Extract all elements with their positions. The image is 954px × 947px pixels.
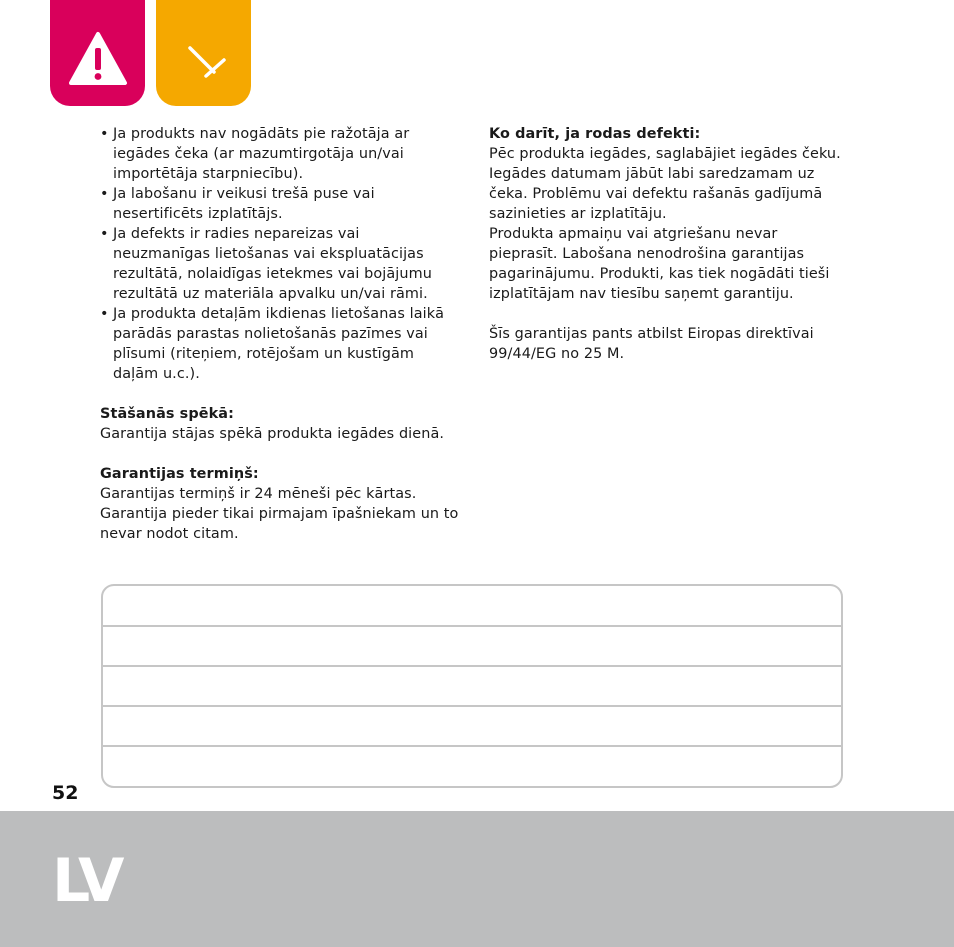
left-column bbox=[100, 124, 460, 544]
tool-tab bbox=[156, 0, 251, 106]
section-heading-term: Garantijas termiņš: bbox=[100, 466, 259, 482]
section-text-effective: Garantija stājas spēkā produkta iegādes dienā. bbox=[100, 426, 445, 442]
section-text-term: Garantijas termiņš ir 24 mēneši pēc kārtas. Garantija pieder tikai pirmajam īpašniekam un to nevar nodot citam. bbox=[100, 486, 459, 542]
directive-paragraph: Šīs garantijas pants atbilst Eiropas direktīvai 99/44/EG no 25 M. bbox=[489, 326, 814, 362]
language-code: LV bbox=[52, 846, 121, 916]
footer-band bbox=[0, 811, 954, 947]
form-line bbox=[103, 625, 841, 627]
warning-triangle-icon bbox=[68, 31, 128, 87]
defects-paragraph-1: Pēc produkta iegādes, saglabājiet iegādes čeku. Iegādes datumam jābūt labi saredzamam uz čeka. Problēmu vai defektu rašanās gadījumā sazinieties ar izplatītāju. bbox=[489, 146, 841, 222]
right-column bbox=[489, 124, 849, 364]
form-line bbox=[103, 705, 841, 707]
section-heading-effective: Stāšanās spēkā: bbox=[100, 406, 234, 422]
list-item: • Ja defekts ir radies nepareizas vai neuzmanīgas lietošanas vai ekspluatācijas rezultātā, nolaidīgas ietekmes vai bojājumu rezultātā uz materiāla apvalku un/vai rāmi. bbox=[100, 224, 460, 304]
tool-icon bbox=[182, 38, 232, 88]
section-heading-defects: Ko darīt, ja rodas defekti: bbox=[489, 126, 701, 142]
page-number: 52 bbox=[52, 782, 79, 804]
list-item: • Ja produkta detaļām ikdienas lietošanas laikā parādās parastas nolietošanās pazīmes vai plīsumi (riteņiem, rotējošam un kustīgām daļām u.c.). bbox=[100, 304, 460, 384]
form-line bbox=[103, 745, 841, 747]
exclusions-list bbox=[100, 124, 460, 384]
warranty-form-box bbox=[101, 584, 843, 788]
list-item: • Ja produkts nav nogādāts pie ražotāja ar iegādes čeka (ar mazumtirgotāja un/vai importētāja starpniecību). bbox=[100, 124, 460, 184]
form-line bbox=[103, 665, 841, 667]
list-item: • Ja labošanu ir veikusi trešā puse vai nesertificēts izplatītājs. bbox=[100, 184, 460, 224]
warning-tab bbox=[50, 0, 145, 106]
defects-paragraph-2: Produkta apmaiņu vai atgriešanu nevar pieprasīt. Labošana nenodrošina garantijas pagarinājumu. Produkti, kas tiek nogādāti tieši izplatītājam nav tiesību saņemt garantiju. bbox=[489, 226, 830, 302]
